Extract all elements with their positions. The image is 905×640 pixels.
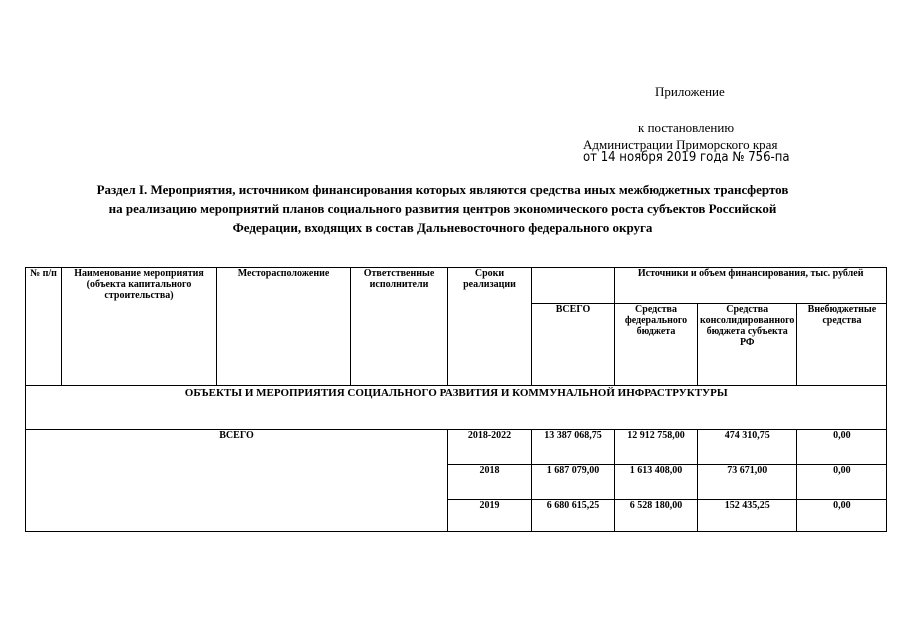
heading-line: Федерации, входящих в состав Дальневосточного федерального округа [232, 220, 653, 235]
row-period: 2018 [448, 465, 532, 500]
col-header-name: Наименование мероприятия (объекта капитального строительства) [62, 268, 217, 386]
row-total: 13 387 068,75 [532, 430, 615, 465]
resolution-label: к постановлению [638, 120, 735, 135]
heading-line: на реализацию мероприятий планов социального развития центров экономического роста субъектов Российской [108, 201, 777, 216]
col-header-terms: Сроки реализации [448, 268, 532, 386]
col-header-extra: Внебюджетные средства [797, 304, 887, 386]
row-consolidated: 73 671,00 [698, 465, 797, 500]
row-period: 2019 [448, 500, 532, 532]
row-consolidated: 152 435,25 [698, 500, 797, 532]
col-header-sources-group: Источники и объем финансирования, тыс. рублей [615, 268, 887, 304]
financing-table [25, 267, 887, 532]
col-header-location: Месторасположение [217, 268, 351, 386]
administration-label: Администрации Приморского края [583, 137, 778, 152]
row-period: 2018-2022 [448, 430, 532, 465]
col-header-blank [532, 268, 615, 304]
row-extra: 0,00 [797, 430, 887, 465]
row-extra: 0,00 [797, 465, 887, 500]
row-federal: 1 613 408,00 [615, 465, 698, 500]
appendix-label: Приложение [655, 84, 725, 99]
col-header-total: ВСЕГО [532, 304, 615, 386]
total-label: ВСЕГО [26, 430, 448, 532]
row-extra: 0,00 [797, 500, 887, 532]
col-header-num: № п/п [26, 268, 62, 386]
row-total: 6 680 615,25 [532, 500, 615, 532]
heading-line: Раздел I. Мероприятия, источником финансирования которых являются средства иных межбюджетных трансфертов [96, 182, 789, 197]
row-federal: 12 912 758,00 [615, 430, 698, 465]
section-heading [20, 180, 865, 237]
decree-reference: от 14 ноября 2019 года № 756-па [583, 150, 790, 165]
col-header-executors: Ответственные исполнители [351, 268, 448, 386]
row-total: 1 687 079,00 [532, 465, 615, 500]
col-header-consolidated: Средства консолидированного бюджета субъекта РФ [698, 304, 797, 386]
row-consolidated: 474 310,75 [698, 430, 797, 465]
row-federal: 6 528 180,00 [615, 500, 698, 532]
col-header-federal: Средства федерального бюджета [615, 304, 698, 386]
section-title: ОБЪЕКТЫ И МЕРОПРИЯТИЯ СОЦИАЛЬНОГО РАЗВИТИЯ И КОММУНАЛЬНОЙ ИНФРАСТРУКТУРЫ [26, 386, 887, 430]
